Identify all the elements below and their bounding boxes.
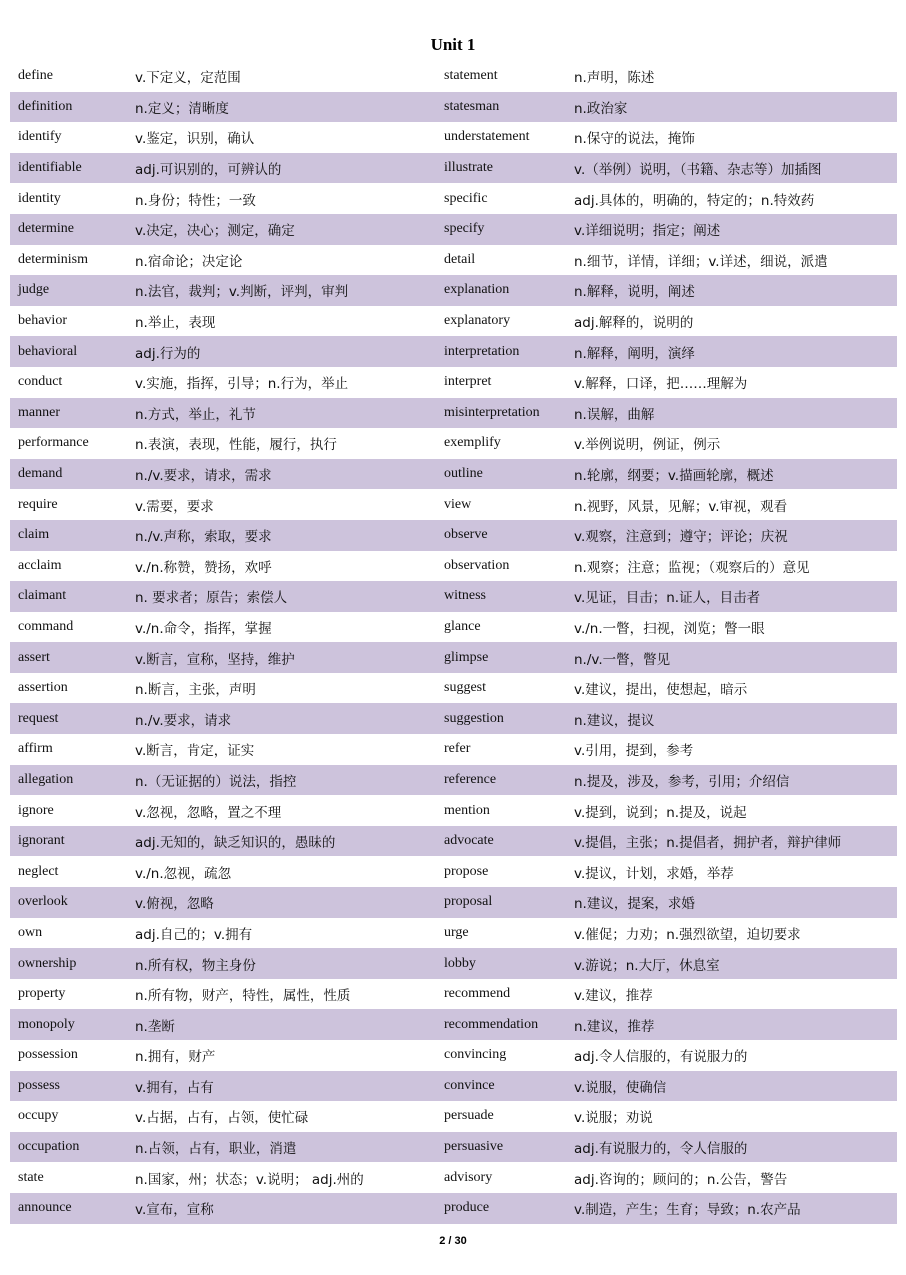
- vocab-row: [10, 245, 897, 276]
- right-definition: adj.解释的，说明的: [574, 315, 694, 332]
- right-word: statesman: [444, 98, 500, 114]
- left-definition: v.实施，指挥，引导；n.行为，举止: [135, 376, 349, 393]
- left-definition: n.占领，占有，职业，消遣: [135, 1141, 297, 1158]
- right-definition: n.声明，陈述: [574, 70, 655, 87]
- left-word: announce: [18, 1200, 72, 1216]
- right-word: convincing: [444, 1047, 507, 1063]
- left-definition: v.宣布，宣称: [135, 1202, 214, 1219]
- left-word: affirm: [18, 741, 53, 757]
- left-word: manner: [18, 404, 60, 420]
- left-word: occupation: [18, 1139, 80, 1155]
- right-word: produce: [444, 1200, 490, 1216]
- vocab-row: [10, 765, 897, 796]
- right-word: recommend: [444, 986, 511, 1002]
- left-word: ownership: [18, 955, 77, 971]
- vocab-row: [10, 275, 897, 306]
- right-word: view: [444, 496, 472, 512]
- left-definition: v.断言，肯定，证实: [135, 743, 255, 760]
- right-definition: v./n.一瞥，扫视，浏览；瞥一眼: [574, 620, 765, 637]
- left-word: determinism: [18, 251, 88, 267]
- vocab-row: [10, 1009, 897, 1040]
- left-word: monopoly: [18, 1016, 75, 1032]
- left-word: require: [18, 496, 58, 512]
- left-definition: v./n.命令，指挥，掌握: [135, 620, 272, 637]
- left-definition: n.（无证据的）说法，指控: [135, 773, 297, 790]
- vocab-row: [10, 673, 897, 704]
- left-word: possess: [18, 1077, 61, 1093]
- left-word: possession: [18, 1047, 78, 1063]
- right-word: proposal: [444, 894, 493, 910]
- vocab-row: [10, 1071, 897, 1102]
- vocab-row: [10, 979, 897, 1010]
- right-definition: v.提到，说到；n.提及，说起: [574, 804, 747, 821]
- right-word: detail: [444, 251, 476, 267]
- right-definition: v.提倡，主张；n.提倡者，拥护者，辩护律师: [574, 835, 842, 852]
- vocab-row: [10, 367, 897, 398]
- right-word: interpret: [444, 374, 492, 390]
- vocab-row: [10, 948, 897, 979]
- vocab-row: [10, 61, 897, 92]
- vocab-row: [10, 183, 897, 214]
- right-definition: v.举例说明，例证，例示: [574, 437, 721, 454]
- left-definition: n.垄断: [135, 1018, 175, 1035]
- left-word: property: [18, 986, 66, 1002]
- right-word: specify: [444, 221, 485, 237]
- vocab-row: [10, 826, 897, 857]
- left-definition: n.法官，裁判；v.判断，评判，审判: [135, 284, 349, 301]
- left-word: identify: [18, 129, 62, 145]
- right-word: glimpse: [444, 649, 489, 665]
- left-word: performance: [18, 435, 89, 451]
- left-definition: n.宿命论；决定论: [135, 253, 243, 270]
- left-word: state: [18, 1169, 44, 1185]
- right-definition: n.轮廓，纲要；v.描画轮廓，概述: [574, 468, 774, 485]
- left-definition: n./v.要求，请求，需求: [135, 468, 272, 485]
- left-definition: adj.可识别的，可辨认的: [135, 162, 282, 179]
- left-word: behavioral: [18, 343, 78, 359]
- left-definition: n./v.声称，索取，要求: [135, 529, 272, 546]
- right-word: refer: [444, 741, 471, 757]
- vocab-row: [10, 551, 897, 582]
- right-word: statement: [444, 68, 498, 84]
- vocab-row: [10, 1162, 897, 1193]
- left-definition: v.占据，占有，占领，使忙碌: [135, 1110, 309, 1127]
- vocab-row: [10, 428, 897, 459]
- left-definition: n.拥有，财产: [135, 1049, 216, 1066]
- left-definition: n.国家，州；状态；v.说明； adj.州的: [135, 1171, 364, 1188]
- page-indicator: 2 / 30: [439, 1235, 467, 1247]
- left-definition: n.断言，主张，声明: [135, 682, 256, 699]
- right-definition: n.细节，详情，详细；v.详述，细说，派遣: [574, 253, 828, 270]
- right-word: reference: [444, 771, 497, 787]
- right-word: exemplify: [444, 435, 501, 451]
- vocab-row: [10, 918, 897, 949]
- right-word: observe: [444, 527, 488, 543]
- left-word: overlook: [18, 894, 68, 910]
- right-word: observation: [444, 557, 510, 573]
- right-word: glance: [444, 618, 481, 634]
- left-definition: adj.无知的，缺乏知识的，愚昧的: [135, 835, 336, 852]
- left-word: judge: [18, 282, 50, 298]
- left-definition: v./n.称赞，赞扬，欢呼: [135, 559, 272, 576]
- right-word: specific: [444, 190, 488, 206]
- right-definition: v.观察，注意到；遵守；评论；庆祝: [574, 529, 788, 546]
- right-word: mention: [444, 802, 490, 818]
- left-definition: v.断言，宣称，坚持，维护: [135, 651, 295, 668]
- left-definition: adj.自己的；v.拥有: [135, 926, 253, 943]
- right-definition: adj.有说服力的，令人信服的: [574, 1141, 748, 1158]
- right-definition: n.观察；注意；监视；（观察后的）意见: [574, 559, 810, 576]
- right-definition: v.解释，口译，把……理解为: [574, 376, 748, 393]
- right-definition: v.建议，推荐: [574, 988, 653, 1005]
- left-definition: n.表演，表现，性能，履行，执行: [135, 437, 337, 454]
- right-word: persuade: [444, 1108, 494, 1124]
- left-definition: v.俯视，忽略: [135, 896, 214, 913]
- right-word: lobby: [444, 955, 476, 971]
- left-word: allegation: [18, 771, 74, 787]
- right-definition: v.详细说明；指定；阐述: [574, 223, 721, 240]
- vocab-row: [10, 214, 897, 245]
- left-word: assert: [18, 649, 50, 665]
- left-word: conduct: [18, 374, 63, 390]
- vocabulary-table: [10, 61, 897, 1224]
- left-word: occupy: [18, 1108, 59, 1124]
- left-word: request: [18, 710, 59, 726]
- right-definition: v.提议，计划，求婚，举荐: [574, 865, 734, 882]
- vocab-row: [10, 887, 897, 918]
- right-word: propose: [444, 863, 489, 879]
- left-definition: n.所有权，物主身份: [135, 957, 256, 974]
- right-definition: v.说服，使确信: [574, 1079, 667, 1096]
- right-definition: v.游说；n.大厅，休息室: [574, 957, 720, 974]
- right-definition: n.解释，阐明，演绎: [574, 345, 695, 362]
- right-definition: adj.咨询的；顾问的；n.公告，警告: [574, 1171, 788, 1188]
- right-definition: v.说服；劝说: [574, 1110, 653, 1127]
- right-definition: n.误解，曲解: [574, 406, 655, 423]
- right-word: urge: [444, 924, 469, 940]
- right-word: convince: [444, 1077, 495, 1093]
- right-definition: n./v.一瞥，瞥见: [574, 651, 671, 668]
- left-definition: v.决定，决心；测定，确定: [135, 223, 295, 240]
- right-definition: v.（举例）说明，（书籍、杂志等）加插图: [574, 162, 822, 179]
- vocab-row: [10, 581, 897, 612]
- left-word: assertion: [18, 680, 68, 696]
- vocab-row: [10, 489, 897, 520]
- right-word: witness: [444, 588, 486, 604]
- left-word: claimant: [18, 588, 67, 604]
- right-word: illustrate: [444, 160, 493, 176]
- left-definition: n. 要求者；原告；索偿人: [135, 590, 288, 607]
- right-word: suggestion: [444, 710, 504, 726]
- left-word: own: [18, 924, 43, 940]
- vocab-row: [10, 734, 897, 765]
- right-definition: n.建议，推荐: [574, 1018, 655, 1035]
- left-definition: adj.行为的: [135, 345, 201, 362]
- page-title: Unit 1: [430, 35, 476, 54]
- vocab-row: [10, 336, 897, 367]
- right-word: recommendation: [444, 1016, 539, 1032]
- vocab-row: [10, 122, 897, 153]
- left-word: ignorant: [18, 833, 65, 849]
- left-word: claim: [18, 527, 50, 543]
- right-definition: n.建议，提议: [574, 712, 655, 729]
- right-definition: adj.令人信服的，有说服力的: [574, 1049, 748, 1066]
- right-definition: v.建议，提出，使想起，暗示: [574, 682, 748, 699]
- left-word: demand: [18, 466, 63, 482]
- left-definition: v.需要，要求: [135, 498, 214, 515]
- right-word: interpretation: [444, 343, 520, 359]
- right-definition: n.视野，风景，见解；v.审视，观看: [574, 498, 788, 515]
- left-definition: v./n.忽视，疏忽: [135, 865, 232, 882]
- vocab-row: [10, 520, 897, 551]
- right-definition: v.见证，目击；n.证人，目击者: [574, 590, 761, 607]
- left-word: neglect: [18, 863, 59, 879]
- vocab-row: [10, 306, 897, 337]
- vocab-row: [10, 703, 897, 734]
- left-definition: n.方式，举止，礼节: [135, 406, 256, 423]
- left-definition: v.忽视，忽略，置之不理: [135, 804, 282, 821]
- left-word: define: [18, 68, 53, 84]
- left-word: behavior: [18, 313, 67, 329]
- left-word: identifiable: [18, 160, 82, 176]
- vocab-row: [10, 642, 897, 673]
- right-word: misinterpretation: [444, 404, 540, 420]
- left-word: ignore: [18, 802, 54, 818]
- right-word: advisory: [444, 1169, 493, 1185]
- left-definition: v.下定义，定范围: [135, 70, 241, 87]
- right-definition: adj.具体的，明确的，特定的；n.特效药: [574, 192, 815, 209]
- right-word: suggest: [444, 680, 486, 696]
- vocab-row: [10, 795, 897, 826]
- vocab-row: [10, 1132, 897, 1163]
- left-word: identity: [18, 190, 61, 206]
- right-definition: n.解释，说明，阐述: [574, 284, 695, 301]
- vocab-row: [10, 612, 897, 643]
- left-word: definition: [18, 98, 73, 114]
- left-definition: v.拥有，占有: [135, 1079, 214, 1096]
- left-definition: n./v.要求，请求: [135, 712, 232, 729]
- vocab-row: [10, 856, 897, 887]
- vocab-row: [10, 1040, 897, 1071]
- vocab-row: [10, 153, 897, 184]
- right-definition: n.保守的说法，掩饰: [574, 131, 695, 148]
- vocab-row: [10, 398, 897, 429]
- left-definition: v.鉴定，识别，确认: [135, 131, 255, 148]
- left-word: determine: [18, 221, 74, 237]
- right-word: advocate: [444, 833, 494, 849]
- right-definition: v.引用，提到，参考: [574, 743, 694, 760]
- right-definition: n.政治家: [574, 100, 628, 117]
- right-word: persuasive: [444, 1139, 504, 1155]
- vocab-row: [10, 1193, 897, 1224]
- left-word: command: [18, 618, 74, 634]
- right-definition: n.建议，提案，求婚: [574, 896, 695, 913]
- left-definition: n.定义；清晰度: [135, 100, 229, 117]
- right-word: outline: [444, 466, 483, 482]
- right-word: explanation: [444, 282, 510, 298]
- left-definition: n.举止，表现: [135, 315, 216, 332]
- left-definition: n.身份；特性；一致: [135, 192, 256, 209]
- right-word: explanatory: [444, 313, 511, 329]
- left-word: acclaim: [18, 557, 62, 573]
- left-definition: n.所有物，财产，特性，属性，性质: [135, 988, 351, 1005]
- vocab-row: [10, 1101, 897, 1132]
- right-definition: v.制造，产生；生育；导致；n.农产品: [574, 1202, 801, 1219]
- vocab-row: [10, 459, 897, 490]
- right-definition: v.催促；力劝；n.强烈欲望，迫切要求: [574, 926, 801, 943]
- right-definition: n.提及，涉及，参考，引用；介绍信: [574, 773, 790, 790]
- vocab-row: [10, 92, 897, 123]
- right-word: understatement: [444, 129, 530, 145]
